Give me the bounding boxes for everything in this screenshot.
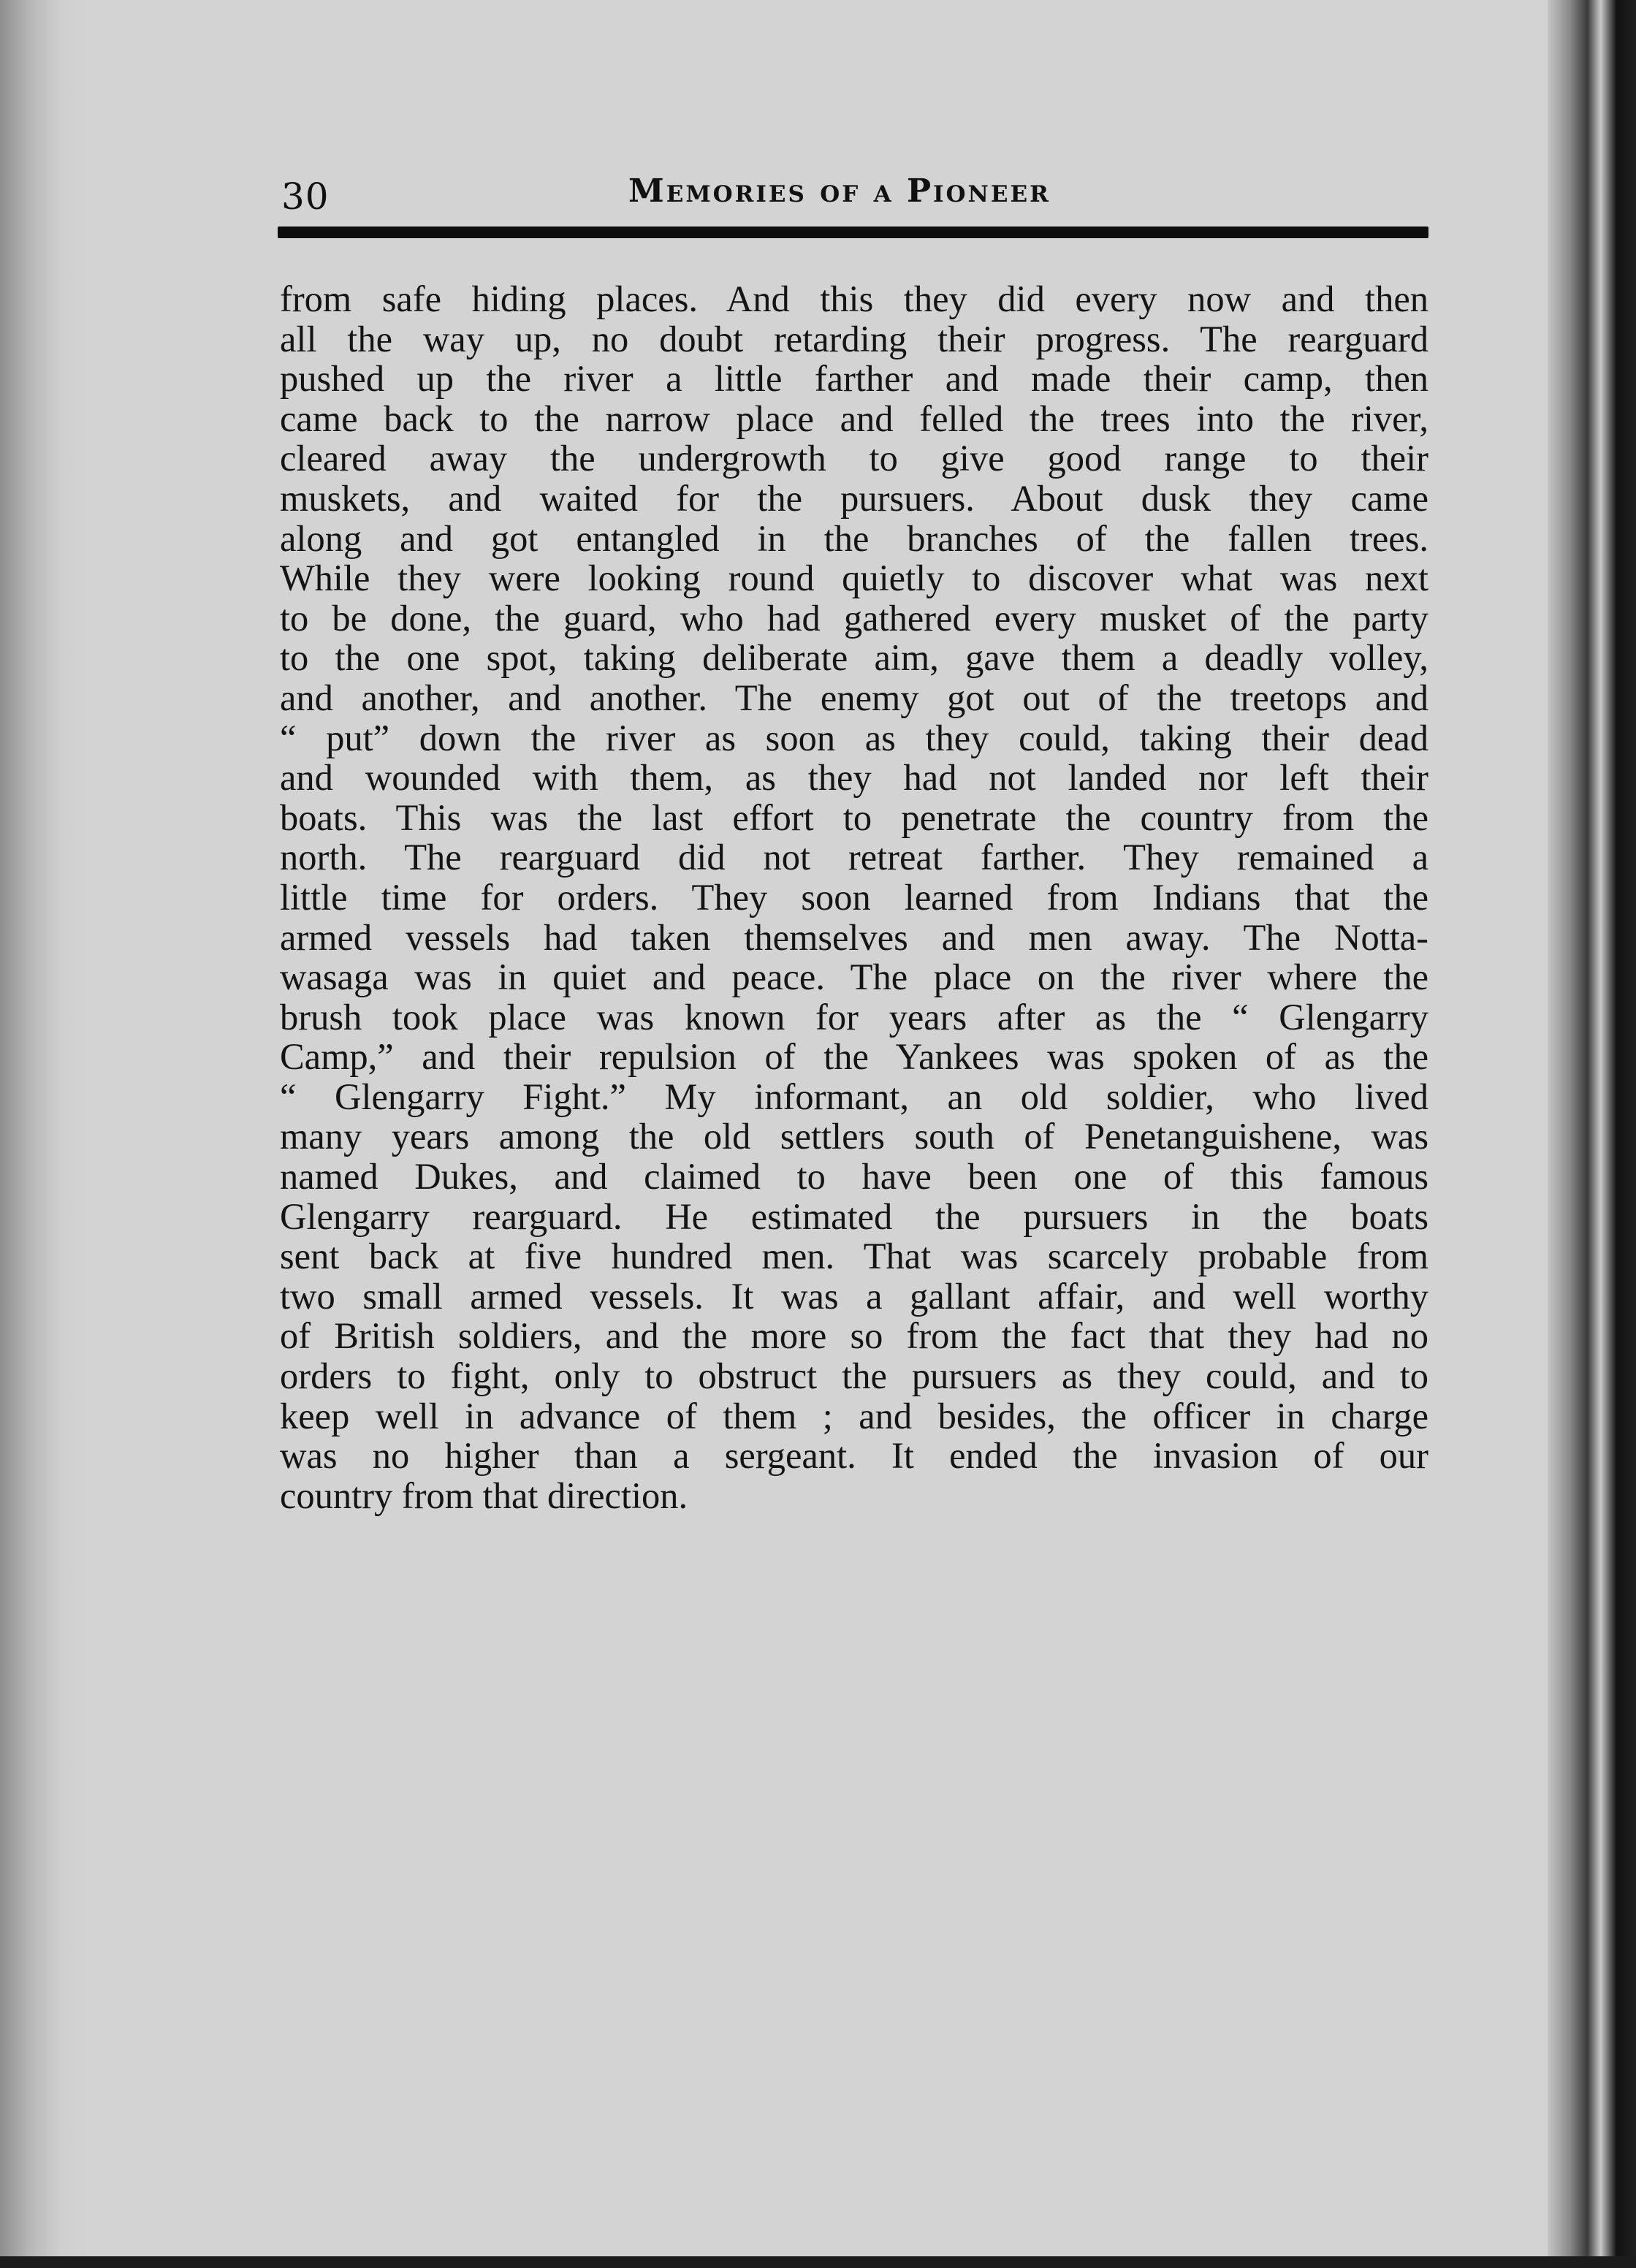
text-line: was no higher than a sergeant. It ended the invasion of our (280, 1435, 1428, 1477)
text-line: wasaga was in quiet and peace. The place on the river where the (280, 956, 1428, 998)
text-line: two small armed vessels. It was a gallant affair, and well worthy (280, 1275, 1428, 1317)
text-line: from safe hiding places. And this they did every now and then (280, 278, 1428, 319)
text-line: Camp,” and their repulsion of the Yankees was spoken of as the (280, 1036, 1428, 1078)
text-line: to be done, the guard, who had gathered every musket of the party (280, 597, 1428, 639)
text-line: north. The rearguard did not retreat farther. They remained a (280, 837, 1428, 878)
text-line: along and got entangled in the branches of the fallen trees. (280, 517, 1428, 559)
text-line: armed vessels had taken themselves and men away. The Notta- (280, 916, 1428, 958)
text-line: orders to fight, only to obstruct the pursuers as they could, and to (280, 1355, 1428, 1397)
text-line: sent back at five hundred men. That was scarcely probable from (280, 1236, 1428, 1277)
text-line: and another, and another. The enemy got out of the treetops and (280, 677, 1428, 718)
page-number: 30 (281, 175, 330, 218)
text-line: muskets, and waited for the pursuers. About dusk they came (280, 477, 1428, 519)
text-line: boats. This was the last effort to penetrate the country from the (280, 796, 1428, 838)
running-title: Memories of a Pioneer (628, 172, 1051, 210)
text-line: country from that direction. (280, 1474, 688, 1516)
text-line: many years among the old settlers south of Penetanguishene, was (280, 1116, 1428, 1157)
text-line: “ put” down the river as soon as they could, taking their dead (280, 717, 1428, 758)
text-line: of British soldiers, and the more so from the fact that they had no (280, 1315, 1428, 1357)
text-line: Glengarry rearguard. He estimated the pursuers in the boats (280, 1195, 1428, 1237)
text-line: While they were looking round quietly to discover what was next (280, 558, 1428, 599)
body-text (280, 279, 1428, 1515)
text-line: and wounded with them, as they had not landed nor left their (280, 757, 1428, 799)
text-line: came back to the narrow place and felled the trees into the river, (280, 397, 1428, 439)
text-line: named Dukes, and claimed to have been one of this famous (280, 1156, 1428, 1198)
text-line: all the way up, no doubt retarding their progress. The rearguard (280, 318, 1428, 359)
text-line: little time for orders. They soon learned from Indians that the (280, 876, 1428, 918)
text-line: to the one spot, taking deliberate aim, gave them a deadly volley, (280, 637, 1428, 679)
text-line: keep well in advance of them ; and besides, the officer in charge (280, 1395, 1428, 1436)
text-line: pushed up the river a little farther and made their camp, then (280, 358, 1428, 400)
text-line: cleared away the undergrowth to give good range to their (280, 438, 1428, 479)
text-line: brush took place was known for years after as the “ Glengarry (280, 996, 1428, 1038)
text-line: “ Glengarry Fight.” My informant, an old soldier, who lived (280, 1076, 1428, 1117)
header-rule (278, 227, 1428, 238)
